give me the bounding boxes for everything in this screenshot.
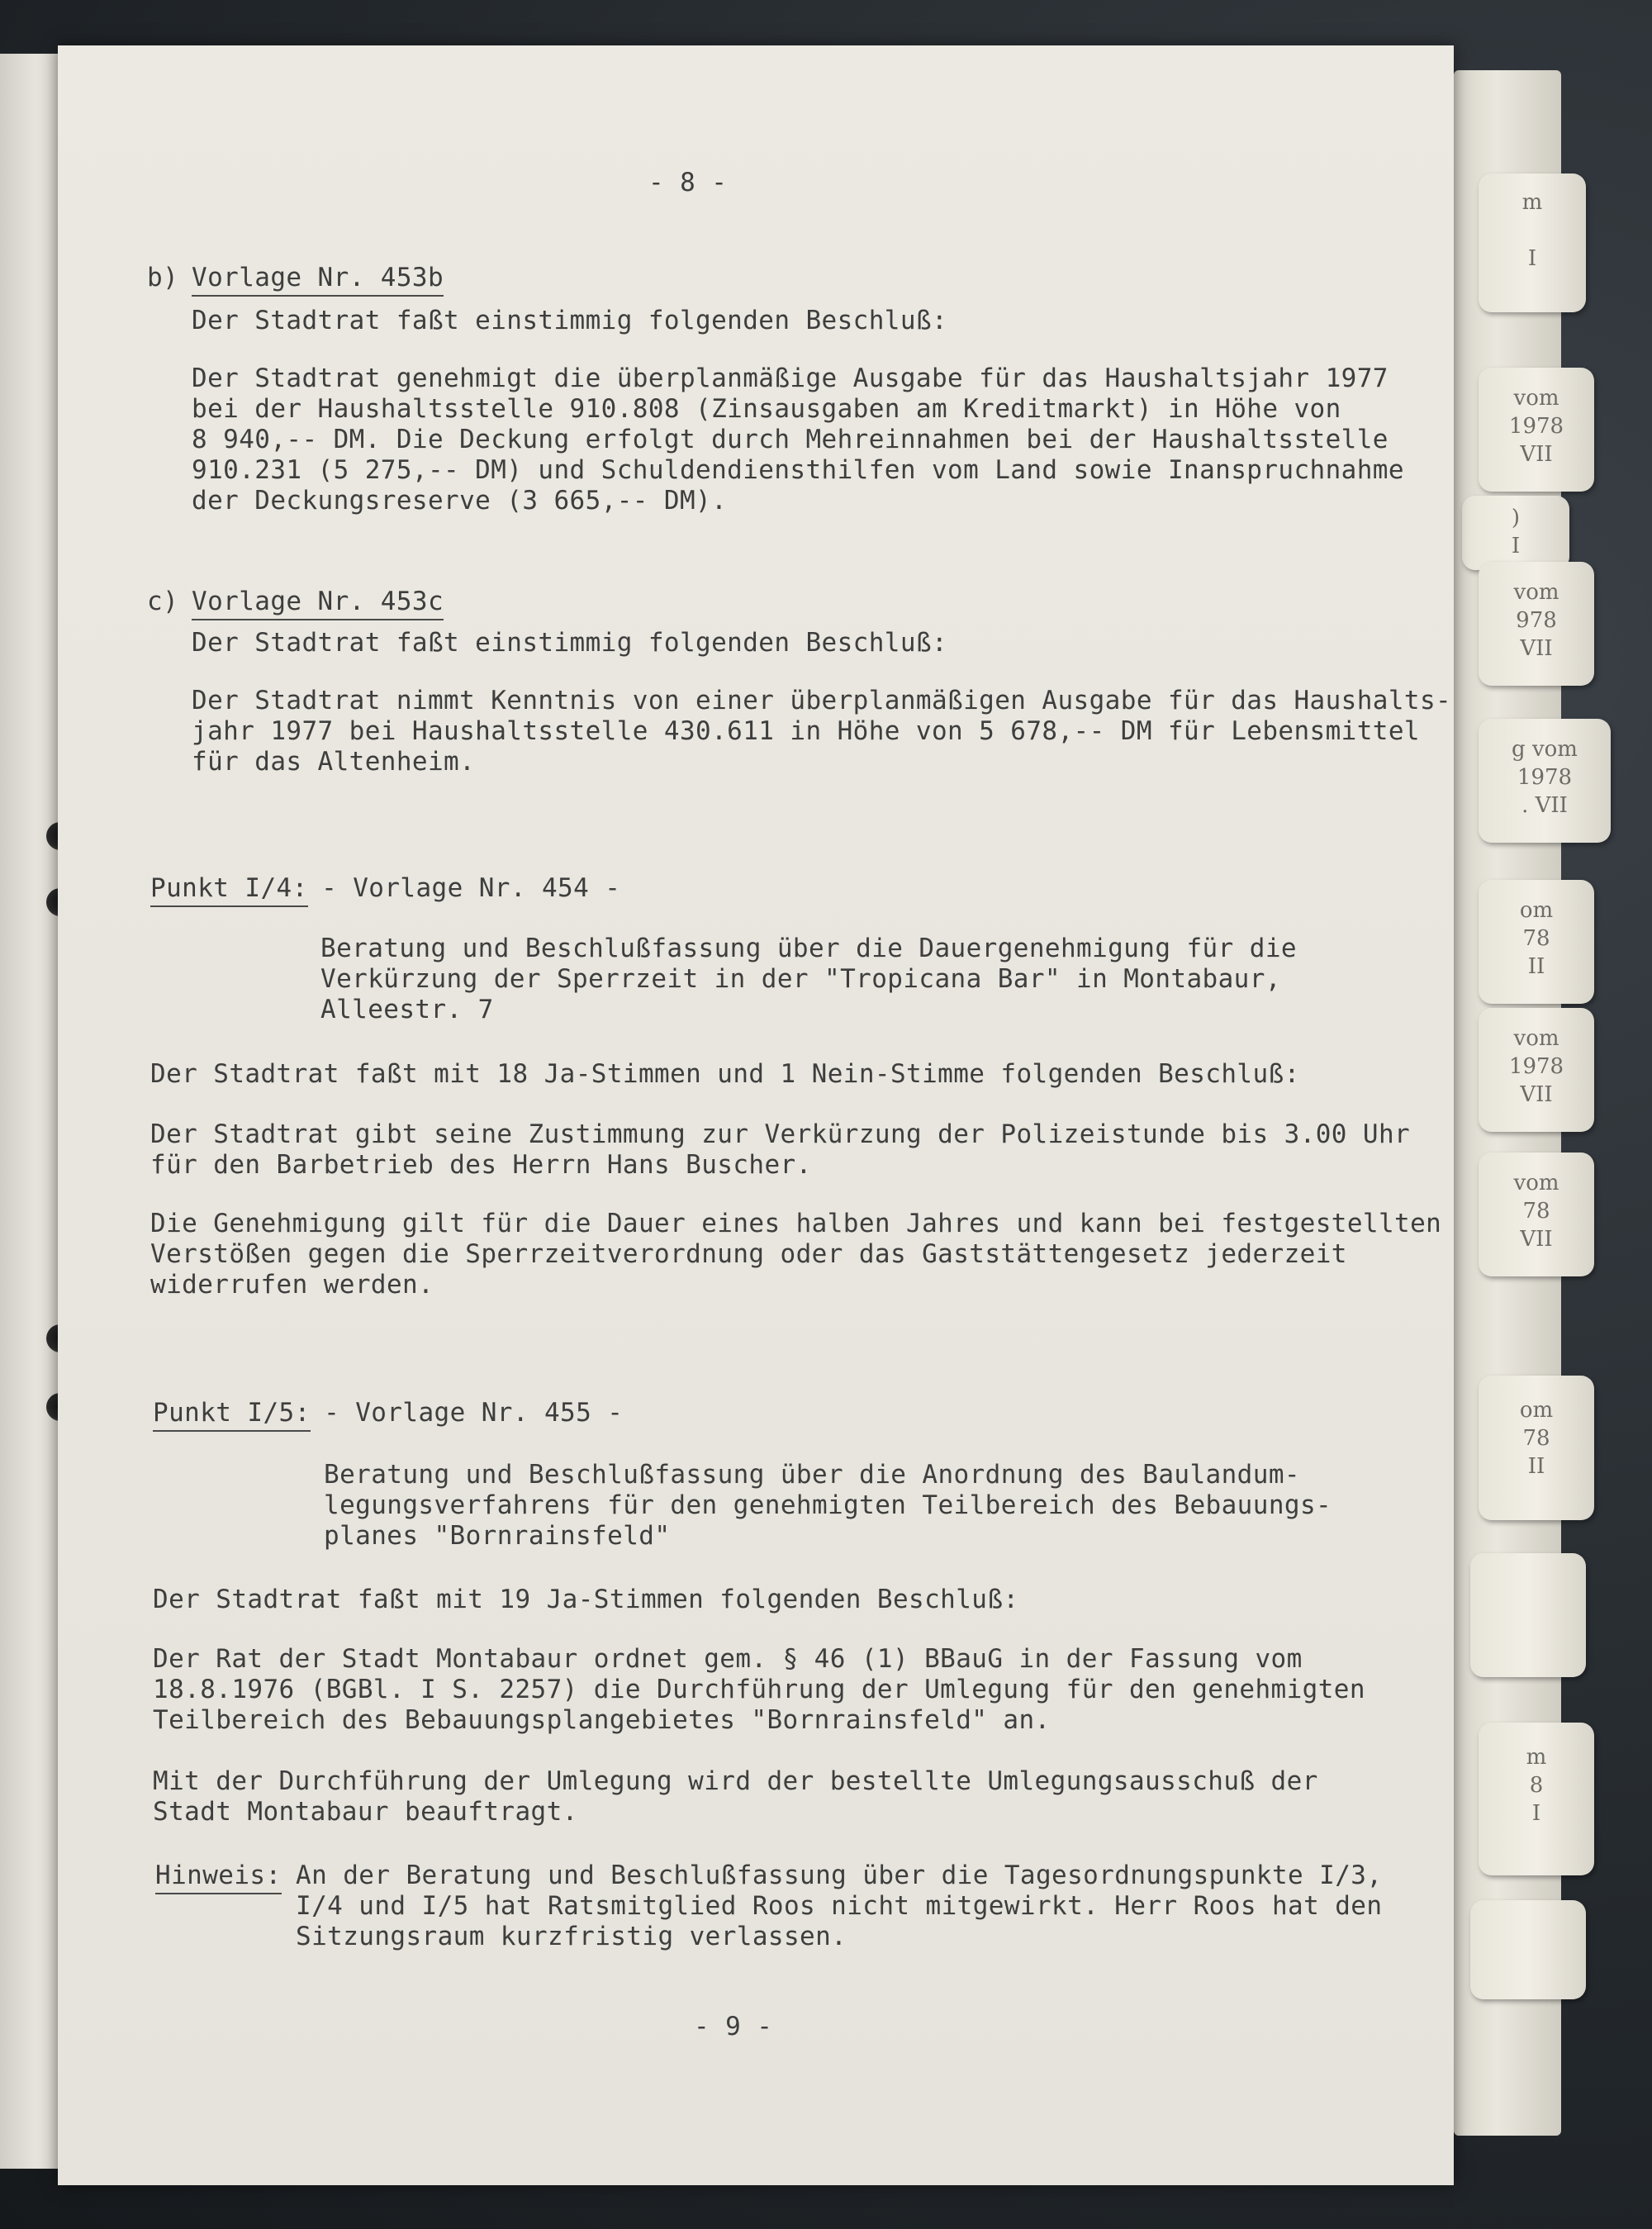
resolution-intro: Der Stadtrat faßt einstimmig folgenden Beschluß: [192,628,948,658]
index-tab [1470,1900,1586,1999]
index-tab[interactable]: vom 78 VII [1479,1153,1594,1276]
resolution-text: Der Rat der Stadt Montabaur ordnet gem. § 46 (1) BBauG in der Fassung vom 18.8.1976 (BGBl. I S. 2257) die Durchführung der Umlegung für den genehmigten Teilbereich des Bebauungsplangebietes "Bornrainsfeld" an. [153,1644,1365,1735]
index-tab[interactable]: om 78 II [1479,880,1594,1004]
document-page [58,45,1454,2185]
agenda-item-vorlage: - Vorlage Nr. 455 - [308,1398,624,1428]
page-number-top: - 8 - [648,168,728,197]
vote-result: Der Stadtrat faßt mit 18 Ja-Stimmen und 1 Nein-Stimme folgenden Beschluß: [150,1059,1300,1089]
note-label: Hinweis: [155,1861,282,1894]
agenda-item-vorlage: - Vorlage Nr. 454 - [306,873,621,903]
left-facing-page-edge [0,54,59,2169]
index-tab[interactable]: vom 1978 VII [1479,1008,1594,1132]
resolution-text: Der Stadtrat genehmigt die überplanmäßige Ausgabe für das Haushaltsjahr 1977 bei der Haushaltsstelle 910.808 (Zinsausgaben am Kreditmarkt) in Höhe von 8 940,-- DM. Die Deckung erfolgt durch Mehreinnahmen bei der Haushaltsstelle 910.231 (5 275,-- DM) und Schuldendiensthilfen vom Land sowie Inanspruchnahme der Deckungsreserve (3 665,-- DM). [192,364,1404,516]
resolution-condition: Die Genehmigung gilt für die Dauer eines halben Jahres und kann bei festgestellten Verstößen gegen die Sperrzeitverordnung oder das Gaststättengesetz jederzeit widerrufen werden. [150,1209,1442,1300]
vote-result: Der Stadtrat faßt mit 19 Ja-Stimmen folgenden Beschluß: [153,1585,1019,1614]
agenda-item-subject: Beratung und Beschlußfassung über die Anordnung des Baulandum- legungsverfahrens für den genehmigten Teilbereich des Bebauungs- planes "Bornrainsfeld" [324,1460,1332,1551]
resolution-intro: Der Stadtrat faßt einstimmig folgenden Beschluß: [192,306,948,335]
section-marker: b) [147,263,179,292]
section-marker: c) [147,587,179,616]
resolution-text: Der Stadtrat gibt seine Zustimmung zur Verkürzung der Polizeistunde bis 3.00 Uhr für den Barbetrieb des Herrn Hans Buscher. [150,1119,1411,1180]
agenda-item-label: Punkt I/4: [150,873,308,907]
note-text: An der Beratung und Beschlußfassung über die Tagesordnungspunkte I/3, I/4 und I/5 hat Ratsmitglied Roos nicht mitgewirkt. Herr Roos hat den Sitzungsraum kurzfristig verlassen. [296,1861,1383,1951]
section-heading: Vorlage Nr. 453b [192,263,444,297]
agenda-item-label: Punkt I/5: [153,1398,311,1432]
resolution-commission: Mit der Durchführung der Umlegung wird der bestellte Umlegungsausschuß der Stadt Montabaur beauftragt. [153,1766,1318,1827]
index-tab [1470,1553,1586,1677]
index-tab[interactable]: vom 978 VII [1479,562,1594,686]
agenda-item-subject: Beratung und Beschlußfassung über die Dauergenehmigung für die Verkürzung der Sperrzeit in der "Tropicana Bar" in Montabaur, Alleestr. 7 [320,934,1297,1024]
index-tab[interactable]: om 78 II [1479,1376,1594,1520]
index-tab[interactable]: vom 1978 VII [1479,368,1594,492]
index-tab[interactable]: m 8 I [1479,1723,1594,1875]
section-heading: Vorlage Nr. 453c [192,587,444,620]
index-tab[interactable]: g vom 1978 . VII [1479,719,1611,843]
index-tab[interactable]: ) I [1462,496,1569,570]
index-tab[interactable]: m I [1479,173,1586,312]
page-number-bottom: - 9 - [694,2012,773,2041]
resolution-text: Der Stadtrat nimmt Kenntnis von einer überplanmäßigen Ausgabe für das Haushalts- jahr 1977 bei Haushaltsstelle 430.611 in Höhe von 5 678,-- DM für Lebensmittel für das Altenheim. [192,686,1452,777]
